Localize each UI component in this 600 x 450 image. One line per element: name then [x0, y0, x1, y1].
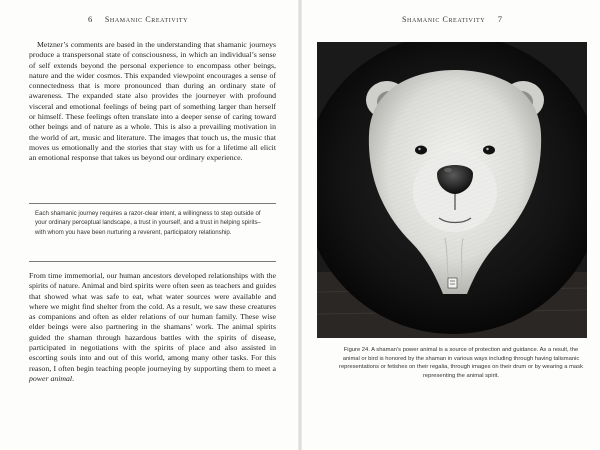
right-running-head-title: Shamanic Creativity [402, 15, 486, 24]
left-running-head-title: Shamanic Creativity [104, 15, 189, 24]
power-animal-emphasis: power animal [29, 373, 73, 383]
body-paragraph-1: Metzner’s comments are based in the understanding that shamanic journeys produce a transpersonal state of consciousness, in which an individual’s sense of self extends beyond the personal experience to encompass other beings, nature and the wider cosmos. This expanded viewpoint encourages a sense of connectedness that is more pronounced than during an ordinary state of awareness. The expanded state also provides the journeyer with profound visceral and emotional feelings of being part of something larger than herself or himself. These feelings often translate into a deeper sense of caring toward other beings and of nature as a whole. This is also a prevailing motivation in the world of art, music and literature. The images that touch us, the music that moves us emotionally and the stories that stay with us for a lifetime all elicit an emotional response that takes us beyond our ordinary experience. [29, 40, 276, 163]
figure-caption: Figure 24. A shaman’s power animal is a source of protection and guidance. As a result, the animal or bird is honored by the shaman in various ways including through having talismanic representations or fetishes on their regalia, through images on their drum or by wearing a mask representing the animal spirit. [339, 347, 583, 379]
polar-bear-drum-illustration [317, 42, 587, 338]
left-page-number: 6 [88, 14, 93, 24]
right-page [302, 0, 600, 450]
body-paragraph-2-end: . [72, 373, 75, 383]
body-paragraph-2-text: From time immemorial, our human ancestors developed relationships with the spirits of nature. Animal and bird spirits were often seen as teachers and guides that showed what was safe to eat, what water sources were available and where we might find shelter from the cold. As a result, we saw these creatures as companions and often as elder relations of our human family. These wise elder beings were also partnering in the shamans’ work. The animal spirits guided the shaman through hazardous battles with the spirits of disease, participated in negotiations with the spirits of place and also assisted in escorting souls into and out of this world, among many other tasks. For this reason, I often begin teaching people journeying by supporting them to meet a [29, 271, 276, 373]
left-running-head [88, 14, 188, 24]
right-running-head [402, 14, 502, 24]
pull-quote: Each shamanic journey requires a razor-clear intent, a willingness to step outside of your ordinary perceptual landscape, a trust in yourself, and a trust in helping spirits–with whom you have been nurturing a reverent, participatory relationship. [35, 210, 261, 236]
pull-quote-rule-top [29, 203, 276, 204]
pull-quote-rule-bottom [29, 261, 276, 262]
left-page [0, 0, 298, 450]
right-page-number: 7 [497, 14, 503, 24]
body-paragraph-2 [29, 271, 276, 384]
polar-bear-drum-figure [317, 42, 587, 338]
